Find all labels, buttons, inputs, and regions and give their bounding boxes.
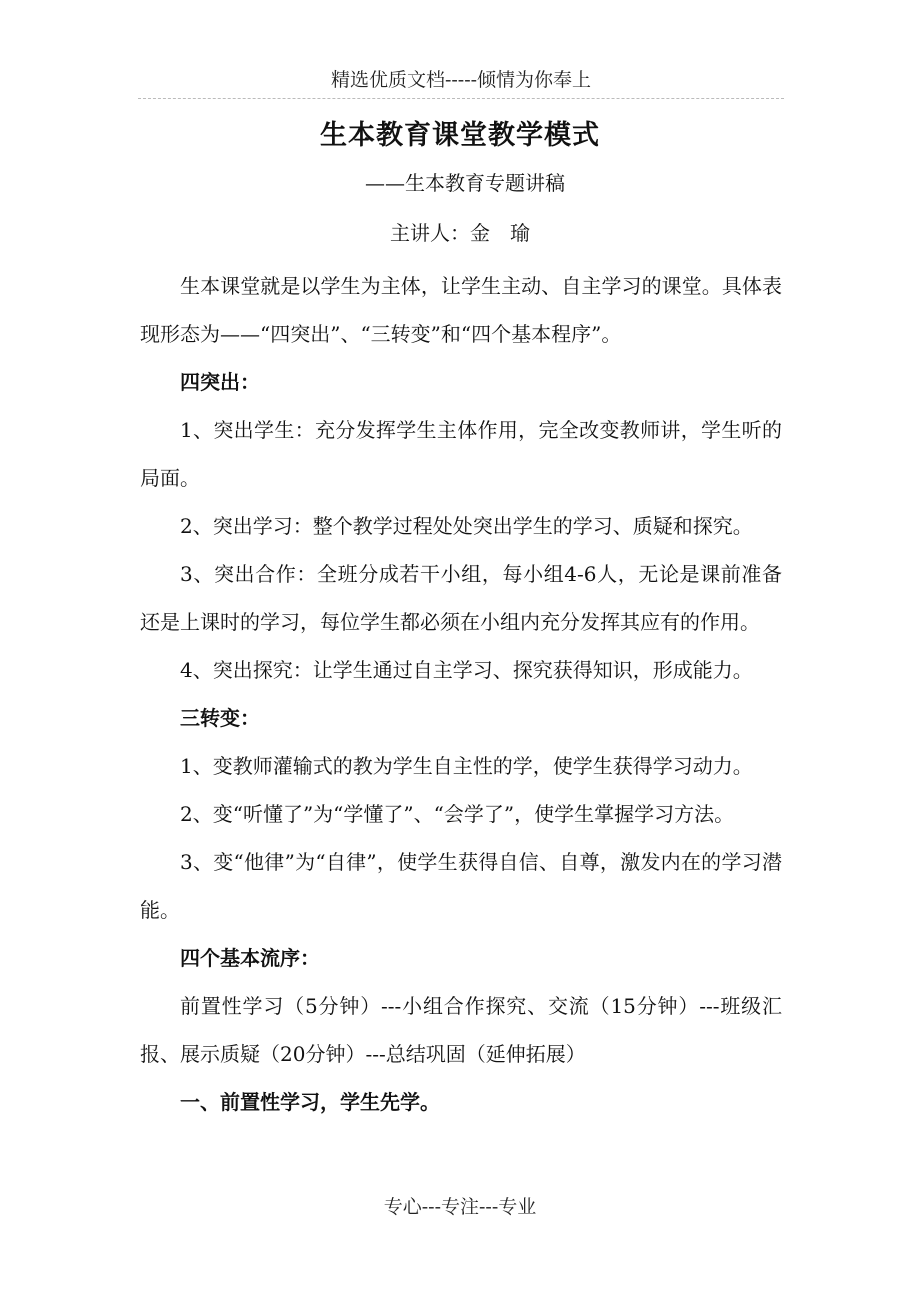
page-footer: 专心---专注---专业 <box>383 1196 537 1218</box>
list-item: 2、突出学习：整个教学过程处处突出学生的学习、质疑和探究。 <box>180 514 753 538</box>
list-item: 1、突出学生：充分发挥学生主体作用，完全改变教师讲，学生听的局面。 <box>140 418 782 490</box>
intro-paragraph: 生本课堂就是以学生为主体，让学生主动、自主学习的课堂。具体表现形态为——“四突出”、“三转变”和“四个基本程序”。 <box>140 274 782 346</box>
section-heading-three-changes: 三转变： <box>180 706 260 730</box>
list-item: 1、变教师灌输式的教为学生自主性的学，使学生获得学习动力。 <box>180 754 753 778</box>
section-heading-preview-learning: 一、前置性学习，学生先学。 <box>180 1090 440 1114</box>
procedure-paragraph: 前置性学习（5分钟）---小组合作探究、交流（15分钟）---班级汇报、展示质疑（20分钟）---总结巩固（延伸拓展） <box>140 994 782 1066</box>
document-body <box>140 262 782 1126</box>
section-heading-four-procedures: 四个基本流序： <box>180 946 320 970</box>
list-item: 2、变“听懂了”为“学懂了”、“会学了”，使学生掌握学习方法。 <box>180 802 735 826</box>
document-subtitle: ——生本教育专题讲稿 <box>365 171 565 195</box>
list-item: 3、变“他律”为“自律”，使学生获得自信、自尊，激发内在的学习潜能。 <box>140 850 782 922</box>
speaker-line: 主讲人：金 瑜 <box>390 221 530 245</box>
page-header: 精选优质文档-----倾情为你奉上 <box>138 66 784 99</box>
list-item: 4、突出探究：让学生通过自主学习、探究获得知识，形成能力。 <box>180 658 753 682</box>
section-heading-four-highlights: 四突出： <box>180 370 260 394</box>
document-title: 生本教育课堂教学模式 <box>320 120 600 151</box>
list-item: 3、突出合作：全班分成若干小组，每小组4-6人，无论是课前准备还是上课时的学习，每位学生都必须在小组内充分发挥其应有的作用。 <box>140 562 782 634</box>
